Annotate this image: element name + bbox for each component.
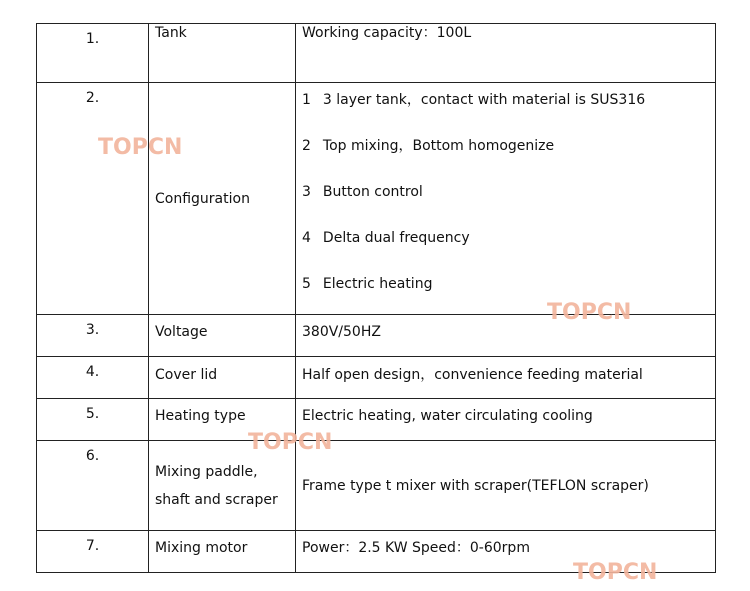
config-item: 3 Button control (302, 184, 423, 200)
feature-cell: Cover lid (149, 357, 296, 399)
watermark: TOPCN (547, 300, 632, 325)
feature-cell: Mixing paddle, shaft and scraper (149, 441, 296, 531)
feature-cell: Tank (149, 24, 296, 83)
row-number: 3. (37, 315, 149, 357)
config-item: 1 3 layer tank，contact with material is SUS316 (302, 92, 646, 108)
watermark: TOPCN (573, 560, 658, 585)
value-cell: Working capacity：100L (296, 24, 716, 83)
value-cell: Power：2.5 KW Speed：0-60rpm (296, 531, 716, 573)
value-cell (296, 83, 716, 315)
table-row (37, 24, 716, 83)
feature-cell: Voltage (149, 315, 296, 357)
row-number: 5. (37, 399, 149, 441)
table-row (37, 399, 716, 441)
row-number: 6. (37, 441, 149, 531)
feature-cell: Heating type (149, 399, 296, 441)
value-cell: Half open design，convenience feeding material (296, 357, 716, 399)
row-number: 7. (37, 531, 149, 573)
value-cell: Electric heating, water circulating cooling (296, 399, 716, 441)
feature-cell: Configuration (149, 83, 296, 315)
config-item: 5 Electric heating (302, 276, 433, 292)
value-cell: Frame type t mixer with scraper(TEFLON scraper) (296, 441, 716, 531)
watermark: TOPCN (248, 430, 333, 455)
config-item: 4 Delta dual frequency (302, 230, 470, 246)
spec-table (36, 23, 716, 573)
row-number: 4. (37, 357, 149, 399)
table-row (37, 357, 716, 399)
feature-cell: Mixing motor (149, 531, 296, 573)
row-number: 1. (37, 24, 149, 83)
watermark: TOPCN (98, 135, 183, 160)
table-row (37, 83, 716, 315)
value-cell: 380V/50HZ (296, 315, 716, 357)
row-number: 2. (37, 83, 149, 315)
config-item: 2 Top mixing，Bottom homogenize (302, 138, 555, 154)
table-row (37, 441, 716, 531)
